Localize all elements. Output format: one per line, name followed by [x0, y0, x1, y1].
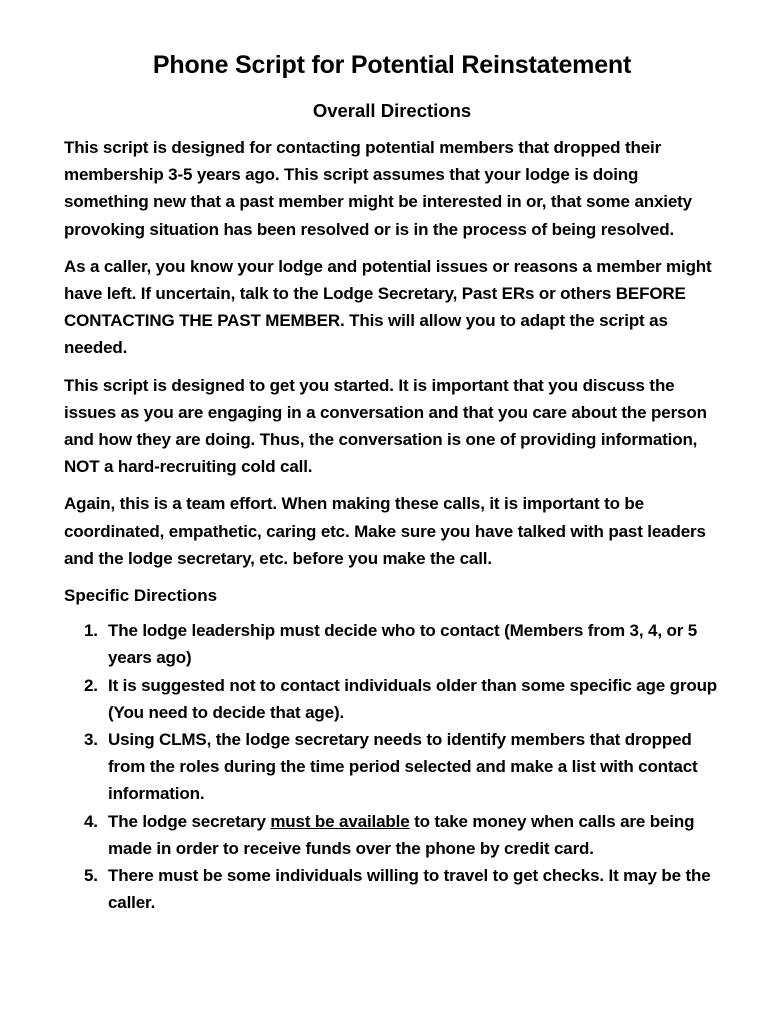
paragraph-getting-started: This script is designed to get you started. It is important that you discuss the issues as you are engaging in a conversation and that you care about the person and how they are doing. Thus, the conversation is one of providing information, NOT a hard-recruiting cold call.: [64, 375, 707, 477]
document-title: Phone Script for Potential Reinstatement: [152, 51, 632, 79]
list-number: 1.: [84, 621, 98, 641]
list-item-text: It is suggested not to contact individuals older than some specific age group (You need to decide that age).: [108, 675, 718, 722]
list-item: [64, 808, 726, 862]
list-item-text-after: to take money when calls are being made in order to receive funds over the phone by credit card.: [108, 811, 695, 858]
list-item-text-before: The lodge secretary: [108, 811, 271, 831]
overall-directions-heading: Overall Directions: [312, 100, 472, 121]
list-number: 2.: [84, 675, 98, 695]
list-item: [64, 617, 726, 671]
list-number: 3.: [84, 730, 98, 750]
paragraph-team-effort: Again, this is a team effort. When making these calls, it is important to be coordinated, empathetic, caring etc. Make sure you have talked with past leaders and the lodge secretary, etc. before you make the call.: [64, 494, 706, 568]
specific-directions-list: [64, 617, 720, 916]
list-item-text-underlined: must be available: [270, 811, 410, 831]
list-number: 5.: [84, 866, 98, 886]
paragraph-intro: This script is designed for contacting potential members that dropped their membership 3-5 years ago. This script assumes that your lodge is doing something new that a past member might be interested in or, that some anxiety provoking situation has been resolved or is in the process of being resolved.: [64, 138, 692, 239]
paragraph-caller: As a caller, you know your lodge and potential issues or reasons a member might have left. If uncertain, talk to the Lodge Secretary, Past ERs or others BEFORE CONTACTING THE PAST MEMBER. This will allow you to adapt the script as needed.: [64, 256, 712, 358]
list-item: [64, 672, 726, 726]
list-number: 4.: [84, 811, 98, 831]
list-item: [64, 862, 726, 916]
list-item-text: Using CLMS, the lodge secretary needs to identify members that dropped from the roles during the time period selected and make a list with contact information.: [108, 730, 698, 804]
list-item-text: There must be some individuals willing to travel to get checks. It may be the caller.: [108, 866, 711, 913]
list-item: [64, 726, 726, 808]
list-item-text: The lodge leadership must decide who to contact (Members from 3, 4, or 5 years ago): [108, 621, 698, 668]
specific-directions-heading: Specific Directions: [64, 586, 218, 606]
